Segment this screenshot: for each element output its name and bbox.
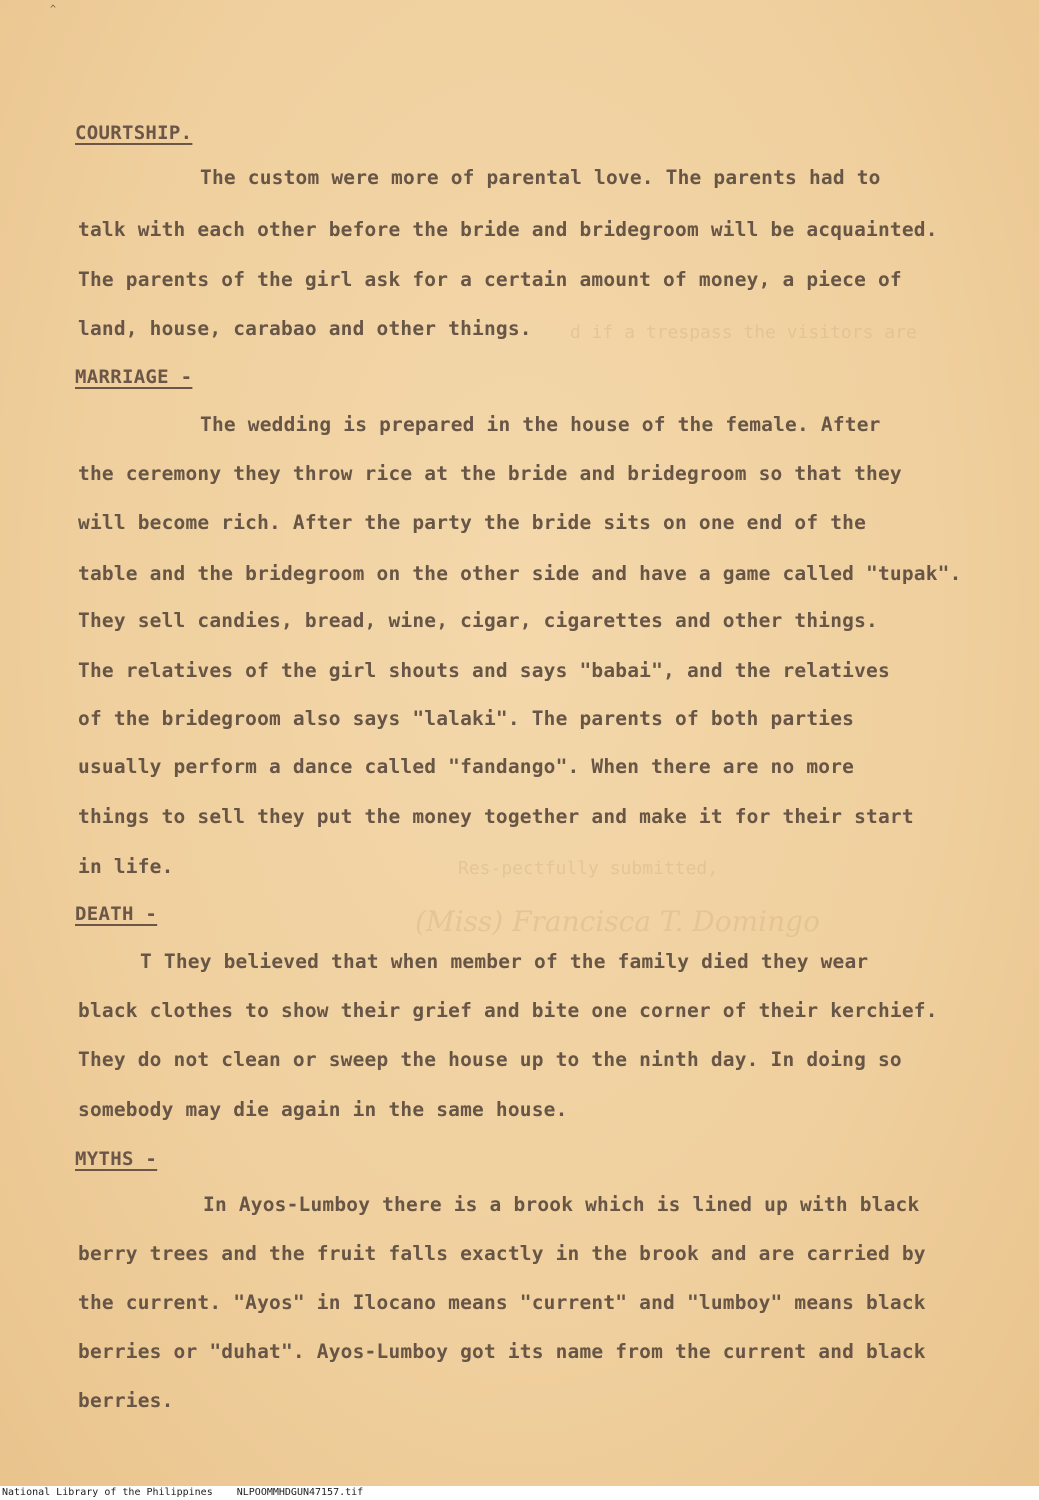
body-line: usually perform a dance called "fandango". When there are no more [78,755,855,778]
body-line: berry trees and the fruit falls exactly in the brook and are carried by [78,1242,926,1265]
body-line: black clothes to show their grief and bite one corner of their kerchief. [78,999,938,1022]
body-line: the ceremony they throw rice at the bride and bridegroom so that they [78,462,902,485]
heading-marriage: MARRIAGE - [75,366,193,388]
body-line: The custom were more of parental love. The parents had to [200,166,881,189]
body-line: the current. "Ayos" in Ilocano means "current" and "lumboy" means black [78,1291,926,1314]
body-line: T They believed that when member of the family died they wear [140,950,869,973]
body-line: berries. [78,1389,174,1412]
body-line: talk with each other before the bride and bridegroom will be acquainted. [78,218,938,241]
body-line: They sell candies, bread, wine, cigar, cigarettes and other things. [78,609,878,632]
body-line: berries or "duhat". Ayos-Lumboy got its name from the current and black [78,1340,926,1363]
body-line: will become rich. After the party the bride sits on one end of the [78,511,867,534]
heading-courtship: COURTSHIP. [75,122,193,144]
body-line: The relatives of the girl shouts and says "babai", and the relatives [78,659,890,682]
footer-filename: NLPOOMMHDGUN47157.tif [236,1487,364,1498]
body-line: They do not clean or sweep the house up to the ninth day. In doing so [78,1048,902,1071]
body-line: The parents of the girl ask for a certain amount of money, a piece of [78,268,902,291]
scan-footer [0,1486,1039,1500]
body-line: things to sell they put the money together and make it for their start [78,805,914,828]
bleed-through-text: d if a trespass the visitors are [570,322,917,343]
body-line: table and the bridegroom on the other side and have a game called "tupak". [78,562,962,585]
body-line: somebody may die again in the same house. [78,1098,568,1121]
bleed-through-signature: (Miss) Francisca T. Domingo [415,905,820,938]
heading-death: DEATH - [75,903,158,925]
body-line: of the bridegroom also says "lalaki". The parents of both parties [78,707,855,730]
body-line: in life. [78,855,174,878]
corner-mark: ^ [50,4,57,15]
heading-myths: MYTHS - [75,1148,158,1170]
body-line: In Ayos-Lumboy there is a brook which is lined up with black [203,1193,920,1216]
body-line: The wedding is prepared in the house of the female. After [200,413,881,436]
body-line: land, house, carabao and other things. [78,317,532,340]
footer-library: National Library of the Philippines [2,1487,213,1498]
bleed-through-text: Res-pectfully submitted, [458,858,719,879]
